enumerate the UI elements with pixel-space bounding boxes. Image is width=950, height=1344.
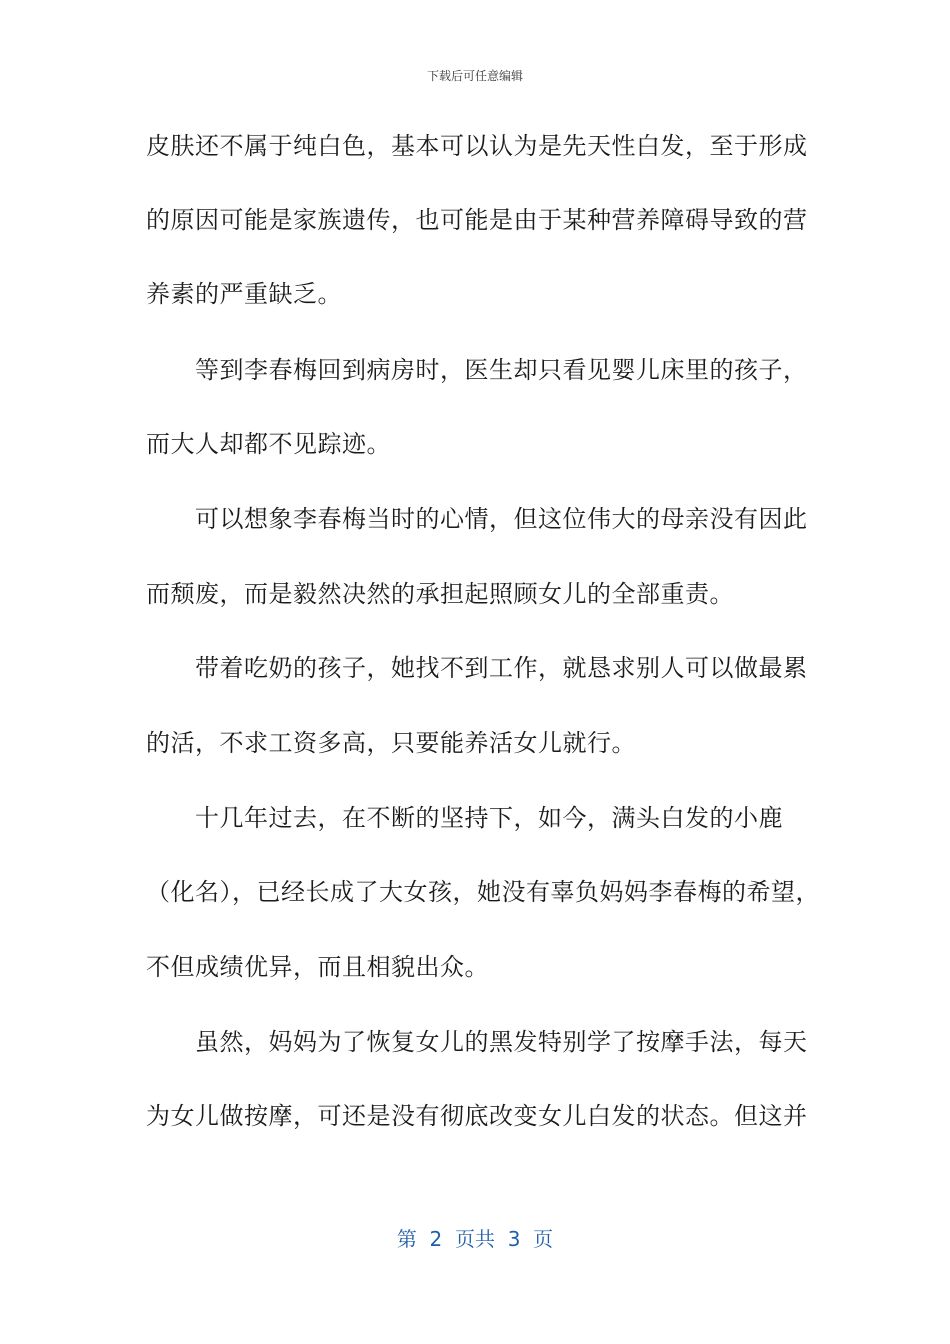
page-number-footer: 第 2 页共 3 页 (396, 1227, 554, 1251)
text-line: 养素的严重缺乏。 (146, 280, 342, 308)
text-line: 的原因可能是家族遗传，也可能是由于某种营养障碍导致的营 (146, 206, 808, 234)
text-line: 可以想象李春梅当时的心情，但这位伟大的母亲没有因此 (146, 505, 808, 533)
text-line: 的活，不求工资多高，只要能养活女儿就行。 (146, 729, 636, 757)
text-line: 带着吃奶的孩子，她找不到工作，就恳求别人可以做最累 (146, 654, 808, 682)
text-line: 等到李春梅回到病房时，医生却只看见婴儿床里的孩子， (146, 356, 808, 384)
text-line: 而大人却都不见踪迹。 (146, 430, 391, 458)
text-line: 为女儿做按摩，可还是没有彻底改变女儿白发的状态。但这并 (146, 1102, 808, 1130)
text-line: 不但成绩优异，而且相貌出众。 (146, 953, 489, 981)
text-line: 十几年过去，在不断的坚持下，如今，满头白发的小鹿 (146, 804, 783, 832)
page-header: 下载后可任意编辑 (426, 69, 523, 83)
text-line: （化名），已经长成了大女孩，她没有辜负妈妈李春梅的希望， (146, 878, 820, 906)
text-line: 而颓废，而是毅然决然的承担起照顾女儿的全部重责。 (146, 580, 734, 608)
text-line: 皮肤还不属于纯白色，基本可以认为是先天性白发，至于形成 (146, 132, 808, 160)
text-line: 虽然，妈妈为了恢复女儿的黑发特别学了按摩手法，每天 (146, 1028, 808, 1056)
